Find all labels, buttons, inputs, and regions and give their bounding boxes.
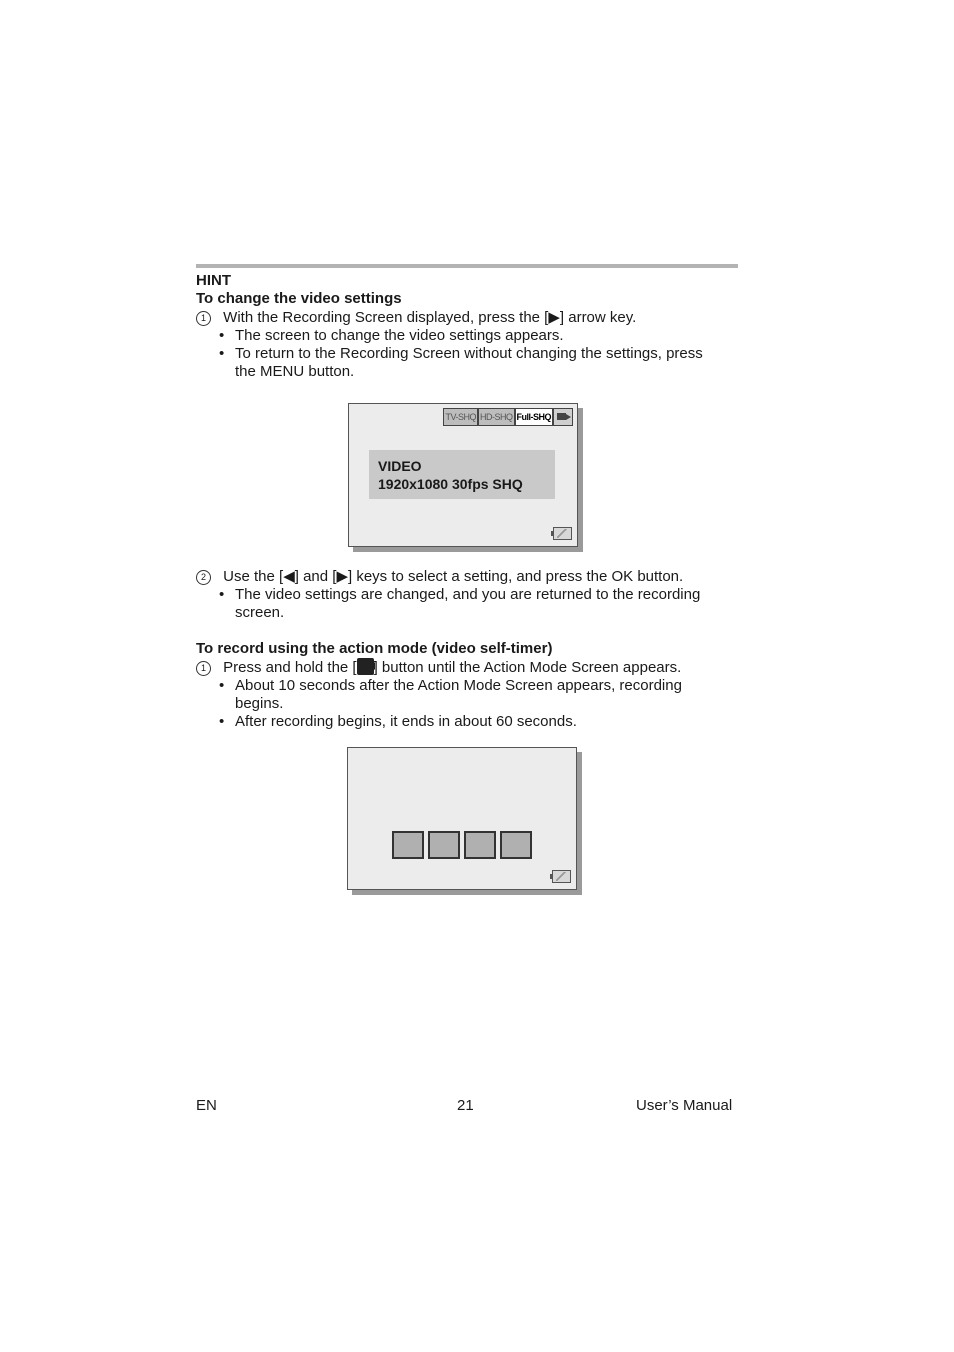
video-camera-icon [553,408,573,426]
mode-hd-shq: HD-SHQ [478,408,515,426]
countdown-box [428,831,460,859]
bullet: • [219,713,225,730]
step-2-text: 2 Use the [◀] and [▶] keys to select a setting, and press the OK button. [196,568,683,586]
bullet: • [219,327,225,344]
video-value: 1920x1080 30fps SHQ [378,476,523,492]
hint-title: HINT [196,272,231,289]
countdown-box [392,831,424,859]
bullet: • [219,586,225,603]
bullet-text: About 10 seconds after the Action Mode Screen appears, recording [235,677,682,694]
bullet-text: The video settings are changed, and you are returned to the recording [235,586,701,603]
video-button-icon [357,658,374,675]
video-label: VIDEO [378,458,422,474]
hint-divider [196,264,738,268]
left-arrow-icon: ◀ [283,568,295,585]
countdown-box [500,831,532,859]
section-heading-video-settings: To change the video settings [196,290,402,307]
step-number: 2 [196,570,211,585]
battery-icon [553,527,572,540]
video-settings-screen [348,403,578,547]
section-heading-action-mode: To record using the action mode (video self-timer) [196,640,553,657]
bullet-text-continued: begins. [235,695,284,712]
mode-full-shq: Full-SHQ [515,408,554,426]
mode-tv-shq: TV-SHQ [443,408,478,426]
video-info-box [369,450,555,499]
step-1-text: 1 With the Recording Screen displayed, press the [▶] arrow key. [196,309,636,327]
action-mode-screen [347,747,577,890]
footer-language: EN [196,1097,217,1114]
bullet-text: To return to the Recording Screen without changing the settings, press [235,345,703,362]
bullet-text-continued: screen. [235,604,285,621]
video-mode-strip [443,408,573,424]
right-arrow-icon: ▶ [336,568,348,585]
bullet-text-continued: the MENU button. [235,363,355,380]
bullet-text: The screen to change the video settings appears. [235,327,564,344]
bullet: • [219,677,225,694]
step-3-text: 1 Press and hold the [ ] button until the Action Mode Screen appears. [196,658,681,677]
footer-page-number: 21 [457,1097,474,1114]
bullet-text: After recording begins, it ends in about 60 seconds. [235,713,577,730]
step-number: 1 [196,311,211,326]
step-number: 1 [196,661,211,676]
battery-icon [552,870,571,883]
bullet: • [219,345,225,362]
footer-manual-title: User’s Manual [636,1097,733,1114]
countdown-box [464,831,496,859]
right-arrow-icon: ▶ [548,309,560,326]
